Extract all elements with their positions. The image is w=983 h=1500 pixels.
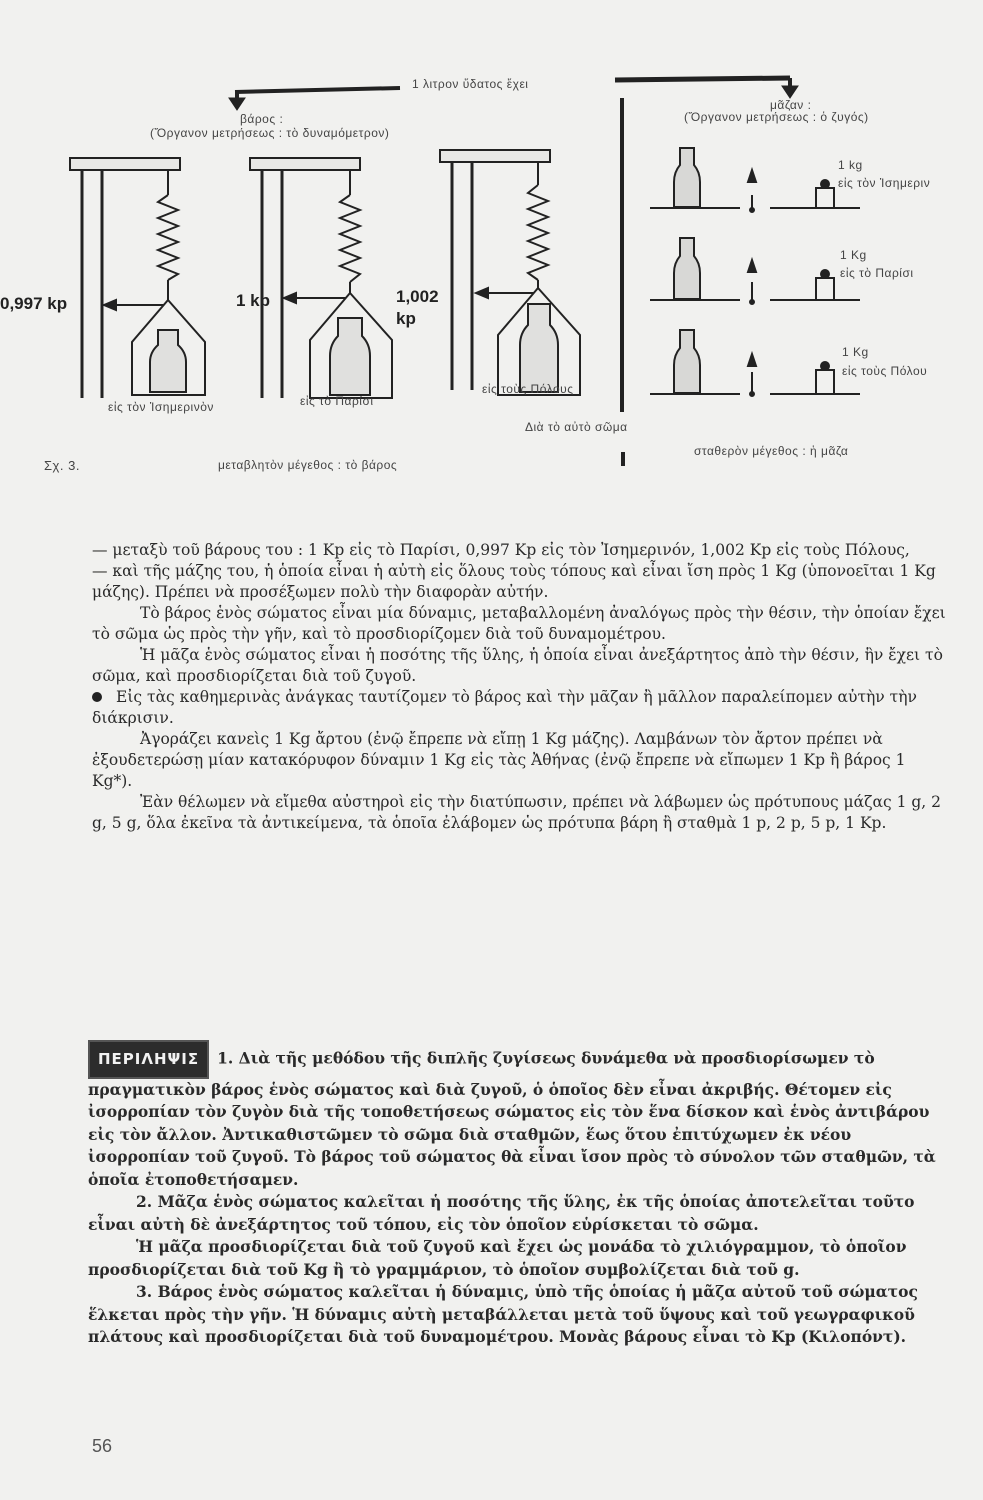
summary-point-1	[88, 1040, 958, 1191]
figure	[0, 0, 983, 500]
summary-point-2b: Ἡ μᾶζα προσδιορίζεται διὰ τοῦ ζυγοῦ καὶ ἔχει ὡς μονάδα τὸ χιλιόγραμμον, τὸ ὁποῖον προσδιορίζεται διὰ τοῦ Kg ἢ τὸ γραμμάριον, τὸ ὁποῖον συμβολίζεται διὰ τοῦ g.	[88, 1237, 907, 1279]
top-caption: 1 λιτρον ὕδατος ἔχει	[412, 77, 529, 91]
paragraph-weight-definition: Τὸ βάρος ἑνὸς σώματος εἶναι μία δύναμις, μεταβαλλομένη ἀναλόγως πρὸς τὴν θέσιν, τὴν ὁποίαν ἔχει τὸ σῶμα ὡς πρὸς τὴν γῆν, καὶ τὸ προσδιορίζομεν διὰ τοῦ δυναμομέτρου.	[92, 604, 946, 643]
paragraph-bread-example: Ἀγοράζει κανεὶς 1 Kg ἄρτου (ἐνῷ ἔπρεπε νὰ εἴπῃ 1 Kg μάζης). Λαμβάνων τὸν ἄρτον πρέπει νὰ ἐξουδετερώσῃ μίαν κατακόρυφον δύναμιν 1 Kg εἰς τὰς Ἀθήνας (ἐνῷ ἔπρεπε νὰ εἴπωμεν 1 Kp ἢ βάρος 1 Kg*).	[92, 730, 906, 790]
reading-poles: 1,002 kp	[396, 287, 439, 328]
place-paris: εἰς τὸ Παρίσι	[300, 394, 374, 408]
balance-row-2	[650, 238, 860, 304]
main-text	[92, 540, 947, 834]
summary-badge: ΠΕΡΙΛΗΨΙΣ	[88, 1040, 209, 1079]
place-poles: εἰς τοὺς Πόλους	[482, 382, 574, 396]
balance-row-1	[650, 148, 860, 212]
paragraph-daily-usage-text: Εἰς τὰς καθημερινὰς ἀνάγκας ταυτίζομεν τὸ βάρος καὶ τὴν μᾶζαν ἢ μᾶλλον παραλείπομεν αὐτὴν τὴν διάκρισιν.	[92, 688, 917, 727]
constant-caption: σταθερὸν μέγεθος : ἡ μᾶζα	[694, 444, 849, 458]
place-equator: εἰς τὸν Ἰσημερινὸν	[108, 400, 214, 414]
balance-mass-3: 1 Kg	[842, 345, 869, 359]
page-number: 56	[92, 1436, 113, 1456]
left-header-line1: βάρος :	[240, 112, 284, 126]
summary-point-3: 3. Βάρος ἑνὸς σώματος καλεῖται ἡ δύναμις, ὑπὸ τῆς ὁποίας ἡ μᾶζα αὐτοῦ τοῦ σώματος ἕλκεται πρὸς τὴν γῆν. Ἡ δύναμις αὐτὴ μεταβάλλεται μετὰ τοῦ ὕψους καὶ τοῦ γεωγραφικοῦ πλάτους καὶ προσδιορίζεται διὰ τοῦ δυναμομέτρου. Μονὰς βάρους εἶναι τὸ Kp (Κιλοπόντ).	[88, 1282, 918, 1346]
right-header-line2: (Ὄργανον μετρήσεως : ὁ ζυγός)	[684, 110, 869, 124]
right-header-line1: μᾶζαν :	[770, 98, 812, 112]
figure-number: Σχ. 3.	[44, 458, 80, 473]
balance-row-3	[650, 330, 860, 396]
paragraph-mass-definition: Ἡ μᾶζα ἑνὸς σώματος εἶναι ἡ ποσότης τῆς ὕλης, ἡ ὁποία εἶναι ἀνεξάρτητος ἀπὸ τὴν θέσιν, ἣν ἔχει τὸ σῶμα, καὶ προσδιορίζεται διὰ τοῦ ζυγοῦ.	[92, 646, 943, 685]
summary-section	[88, 1040, 958, 1349]
reading-equator: 0,997 kp	[0, 294, 68, 313]
summary-point-1-text: 1. Διὰ τῆς μεθόδου τῆς διπλῆς ζυγίσεως δυνάμεθα νὰ προσδιορίσωμεν τὸ πραγματικὸν βάρος ἑνὸς σώματος καὶ διὰ ζυγοῦ, ὁ ὁποῖος δὲν εἶναι ἀκριβής. Θέτομεν εἰς ἰσορροπίαν τὸν ζυγὸν διὰ τῆς τοποθετήσεως σώματος εἰς τὸν ἕνα δίσκον καὶ ἑνὸς ἀντιβάρου εἰς τὸν ἄλλον. Ἀντικαθιστῶμεν τὸ σῶμα διὰ σταθμῶν, ἕως ὅτου ἐπιτύχωμεν ἐκ νέου ἰσορροπίαν τοῦ ζυγοῦ. Τὸ βάρος τοῦ σώματος θὰ εἶναι ἴσον πρὸς τὸ σύνολον τῶν σταθμῶν, τὰ ὁποῖα ἐτοποθετήσαμεν.	[88, 1048, 936, 1189]
bullet-icon	[92, 692, 102, 702]
same-body-caption: Διὰ τὸ αὐτὸ σῶμα	[525, 420, 628, 434]
spring-stand-paris	[250, 158, 392, 398]
paragraph-standards: Ἐὰν θέλωμεν νὰ εἴμεθα αὐστηροὶ εἰς τὴν διατύπωσιν, πρέπει νὰ λάβωμεν ὡς πρότυπους μάζας 1 g, 2 g, 5 g, ὅλα ἐκεῖνα τὰ ἀντικείμενα, τὰ ὁποῖα ἐλάβομεν ὡς πρότυπα βάρη ἢ σταθμὰ 1 p, 2 p, 5 p, 1 Kp.	[92, 793, 941, 832]
spring-stand-equator	[70, 158, 205, 398]
balance-place-3: εἰς τοὺς Πόλου	[842, 364, 928, 378]
reading-paris: 1 kp	[236, 291, 271, 310]
spring-stand-poles	[440, 150, 580, 395]
balance-mass-1: 1 kg	[838, 158, 863, 172]
paragraph-daily-usage	[92, 687, 947, 729]
balance-place-1: εἰς τὸν Ἰσημεριν	[838, 176, 931, 190]
paragraph-weight: — μεταξὺ τοῦ βάρους του : 1 Kp εἰς τὸ Παρίσι, 0,997 Kp εἰς τὸν Ἰσημερινόν, 1,002 Kp εἰς τοὺς Πόλους,	[92, 541, 910, 559]
summary-point-2: 2. Μᾶζα ἑνὸς σώματος καλεῖται ἡ ποσότης τῆς ὕλης, ἐκ τῆς ὁποίας ἀποτελεῖται τοῦτο εἶναι αὐτὴ δὲ ἀνεξάρτητος τοῦ τόπου, εἰς τὸν ὁποῖον εὑρίσκεται τὸ σῶμα.	[88, 1192, 915, 1234]
figure-drawing	[0, 0, 983, 500]
left-header-line2: (Ὄργανον μετρήσεως : τὸ δυναμόμετρον)	[150, 126, 390, 140]
balance-place-2: εἰς τὸ Παρίσι	[840, 266, 914, 280]
variable-caption: μεταβλητὸν μέγεθος : τὸ βάρος	[218, 458, 398, 472]
balance-mass-2: 1 Kg	[840, 248, 867, 262]
paragraph-mass: — καὶ τῆς μάζης του, ἡ ὁποία εἶναι ἡ αὐτὴ εἰς ὅλους τοὺς τόπους καὶ εἶναι ἴση πρὸς 1 Kg (ὑπονοεῖται 1 Kg μάζης). Πρέπει νὰ προσέξωμεν πολὺ τὴν διαφορὰν αὐτήν.	[92, 562, 936, 601]
